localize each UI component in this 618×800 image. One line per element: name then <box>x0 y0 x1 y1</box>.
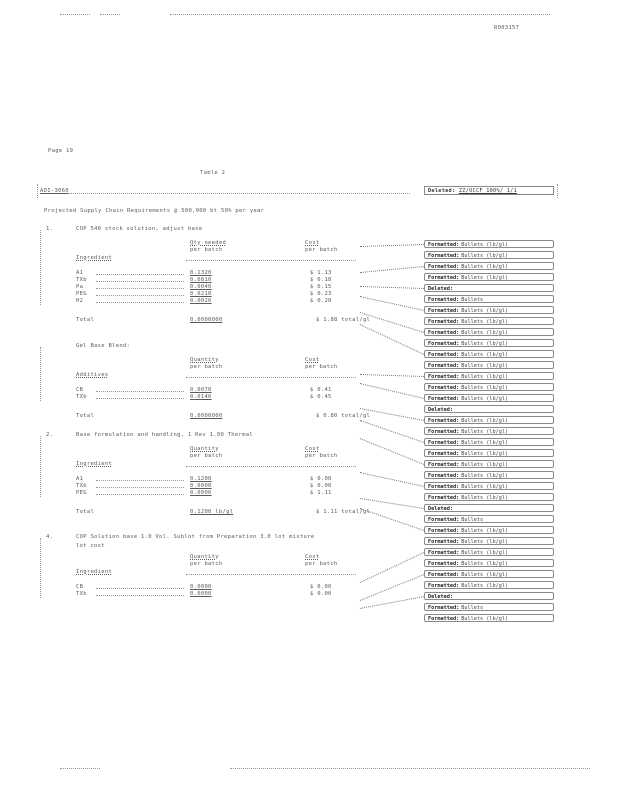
comment-formatted[interactable] <box>424 427 554 435</box>
comment-connector <box>360 374 424 377</box>
row-cost: $ 1.13 <box>310 270 332 276</box>
comment-formatted[interactable] <box>424 273 554 281</box>
comment-label: Formatted: <box>428 264 460 270</box>
total-qty: 0.0000000 <box>190 413 223 419</box>
row-qty: 0.0020 <box>190 298 212 304</box>
comment-formatted[interactable] <box>424 537 554 545</box>
comment-label: Formatted: <box>428 297 460 303</box>
comment-label: Formatted: <box>428 440 460 446</box>
comment-text: Bullets (lb/gl) <box>461 616 509 622</box>
comment-label: Deleted: <box>428 286 453 292</box>
row-name: TXb <box>76 591 87 597</box>
comment-formatted[interactable] <box>424 581 554 589</box>
comment-connector <box>360 596 424 609</box>
comment-text: Bullets (lb/gl) <box>461 275 509 281</box>
comment-formatted[interactable] <box>424 383 554 391</box>
total-qty: 0.0000000 <box>190 317 223 323</box>
row-cost: $ 0.20 <box>310 298 332 304</box>
comment-text: Bullets (lb/gl) <box>461 341 509 347</box>
comment-connector <box>360 498 424 509</box>
comment-text: Bullets (lb/gl) <box>461 495 509 501</box>
row-cost: $ 0.00 <box>310 483 332 489</box>
row-qty: 0.0810 <box>190 277 212 283</box>
comment-text: Bullets (lb/gl) <box>461 451 509 457</box>
column-head-cost: Cost <box>305 554 320 560</box>
column-head-qty: Quantity <box>190 357 219 363</box>
comment-label: Formatted: <box>428 242 460 248</box>
comment-text: Bullets (lb/gl) <box>461 253 509 259</box>
subtitle: Projected Supply Chain Requirements @ 500,000 bt 50% per year <box>44 208 265 214</box>
comment-label: Formatted: <box>428 473 460 479</box>
document-id: R003157 <box>494 25 520 31</box>
column-sub-cost: per batch <box>305 561 338 567</box>
comment-text: Bullets (lb/gl) <box>461 242 509 248</box>
comment-text: Bullets (lb/gl) <box>461 550 509 556</box>
comment-formatted[interactable] <box>424 559 554 567</box>
column-head-ingredient: Additives <box>76 372 109 378</box>
comment-label: Formatted: <box>428 374 460 380</box>
comment-formatted[interactable] <box>424 548 554 556</box>
comment-formatted[interactable] <box>424 361 554 369</box>
comment-text: Bullets (lb/gl) <box>461 539 509 545</box>
comment-text: Bullets <box>461 605 484 611</box>
header-left: ADI-3060 <box>40 188 69 194</box>
comment-text: Bullets (lb/gl) <box>461 319 509 325</box>
comment-label: Formatted: <box>428 583 460 589</box>
comment-formatted[interactable] <box>424 394 554 402</box>
column-sub-qty: per batch <box>190 247 223 253</box>
comment-formatted[interactable] <box>424 449 554 457</box>
comment-text: Bullets (lb/gl) <box>461 396 509 402</box>
comment-formatted[interactable] <box>424 372 554 380</box>
row-name: CB <box>76 387 84 393</box>
comment-formatted[interactable] <box>424 350 554 358</box>
comment-formatted[interactable] <box>424 460 554 468</box>
total-cost: $ 0.80 total/gl <box>316 413 371 419</box>
column-sub-cost: per batch <box>305 453 338 459</box>
row-qty: 0.0210 <box>190 291 212 297</box>
comment-formatted[interactable] <box>424 471 554 479</box>
comment-text: Bullets (lb/gl) <box>461 418 509 424</box>
comment-label: Formatted: <box>428 363 460 369</box>
comment-label: Formatted: <box>428 352 460 358</box>
column-head-cost: Cost <box>305 240 320 246</box>
comment-label: Formatted: <box>428 319 460 325</box>
comment-connector <box>360 420 424 443</box>
comment-label: Formatted: <box>428 572 460 578</box>
section-title: Base formulation and handling, 1 Rev 1.00 Thermal <box>76 432 253 438</box>
row-name: TXb <box>76 277 87 283</box>
comment-formatted[interactable] <box>424 416 554 424</box>
comment-connector <box>360 383 424 399</box>
comment-formatted[interactable] <box>424 251 554 259</box>
row-name: PEG <box>76 490 87 496</box>
column-head-ingredient: Ingredient <box>76 255 113 261</box>
comment-formatted[interactable] <box>424 603 554 611</box>
comment-label: Formatted: <box>428 308 460 314</box>
section-number: 4. <box>46 534 54 540</box>
row-qty: 0.0000 <box>190 591 212 597</box>
comment-label: Formatted: <box>428 605 460 611</box>
row-name: TXb <box>76 394 87 400</box>
comment-text: Bullets <box>461 517 484 523</box>
row-name: CB <box>76 584 84 590</box>
comment-deleted[interactable] <box>424 284 554 292</box>
comment-label: Formatted: <box>428 275 460 281</box>
section-number: 2. <box>46 432 54 438</box>
section-title: COP 540 stock solution, adjust base <box>76 226 203 232</box>
row-qty: 0.0000 <box>190 584 212 590</box>
column-sub-qty: per batch <box>190 364 223 370</box>
comment-label: Formatted: <box>428 517 460 523</box>
row-qty: 0.1200 <box>190 476 212 482</box>
comment-label: Formatted: <box>428 561 460 567</box>
row-name: A1 <box>76 476 84 482</box>
row-name: TXb <box>76 483 87 489</box>
row-cost: $ 0.45 <box>310 394 332 400</box>
column-head-cost: Cost <box>305 357 320 363</box>
comment-label: Formatted: <box>428 550 460 556</box>
comment-formatted[interactable] <box>424 240 554 248</box>
comment-formatted[interactable] <box>424 295 554 303</box>
comment-label: Formatted: <box>428 616 460 622</box>
header-right-box <box>424 186 554 195</box>
row-cost: $ 1.11 <box>310 490 332 496</box>
page-label: Page 19 <box>48 148 74 154</box>
comment-formatted[interactable] <box>424 317 554 325</box>
column-head-qty: Qty needed <box>190 240 227 246</box>
comment-text: Bullets (lb/gl) <box>461 352 509 358</box>
column-head-qty: Quantity <box>190 554 219 560</box>
comment-text: Bullets (lb/gl) <box>461 528 509 534</box>
row-cost: $ 0.00 <box>310 584 332 590</box>
comment-text: Bullets (lb/gl) <box>461 330 509 336</box>
comment-label: Formatted: <box>428 253 460 259</box>
comment-text: Bullets (lb/gl) <box>461 583 509 589</box>
comment-formatted[interactable] <box>424 438 554 446</box>
comment-label: Formatted: <box>428 385 460 391</box>
row-qty: 0.0140 <box>190 394 212 400</box>
total-label: Total <box>76 413 95 419</box>
row-cost: $ 0.18 <box>310 277 332 283</box>
column-head-ingredient: Ingredient <box>76 569 113 575</box>
comment-label: Formatted: <box>428 462 460 468</box>
comment-text: Bullets (lb/gl) <box>461 572 509 578</box>
comment-text: Bullets (lb/gl) <box>461 440 509 446</box>
comment-label: Formatted: <box>428 418 460 424</box>
section-title: Gel Base Blend: <box>76 343 131 349</box>
column-head-ingredient: Ingredient <box>76 461 113 467</box>
comment-label: Deleted: <box>428 506 453 512</box>
row-qty: 0.1320 <box>190 270 212 276</box>
column-sub-qty: per batch <box>190 453 223 459</box>
comment-label: Formatted: <box>428 495 460 501</box>
comment-text: Bullets (lb/gl) <box>461 308 509 314</box>
header-right-label: Deleted: <box>428 188 456 194</box>
comment-text: Bullets (lb/gl) <box>461 363 509 369</box>
comment-deleted[interactable] <box>424 405 554 413</box>
comment-text: Bullets (lb/gl) <box>461 462 509 468</box>
comment-formatted[interactable] <box>424 482 554 490</box>
comment-label: Formatted: <box>428 528 460 534</box>
comment-formatted[interactable] <box>424 493 554 501</box>
comment-connector <box>360 296 424 311</box>
row-cost: $ 0.00 <box>310 476 332 482</box>
comment-label: Deleted: <box>428 594 453 600</box>
row-cost: $ 0.41 <box>310 387 332 393</box>
column-sub-cost: per batch <box>305 247 338 253</box>
column-head-cost: Cost <box>305 446 320 452</box>
column-head-qty: Quantity <box>190 446 219 452</box>
comment-formatted[interactable] <box>424 570 554 578</box>
row-qty: 0.0000 <box>190 490 212 496</box>
comment-text: Bullets (lb/gl) <box>461 484 509 490</box>
section-number: 1. <box>46 226 54 232</box>
comment-deleted[interactable] <box>424 592 554 600</box>
comment-connector <box>360 438 424 465</box>
total-label: Total <box>76 509 95 515</box>
section-title-continued: lot cost <box>76 543 105 549</box>
comment-connector <box>360 286 424 289</box>
comment-label: Formatted: <box>428 341 460 347</box>
comment-label: Formatted: <box>428 539 460 545</box>
comment-label: Deleted: <box>428 407 453 413</box>
total-cost: $ 1.11 total/gl <box>316 509 371 515</box>
total-label: Total <box>76 317 95 323</box>
comment-text: Bullets (lb/gl) <box>461 385 509 391</box>
comment-label: Formatted: <box>428 451 460 457</box>
comment-formatted[interactable] <box>424 526 554 534</box>
comment-connector <box>360 472 424 487</box>
comment-connector <box>360 508 424 531</box>
row-name: Pa <box>76 284 84 290</box>
row-cost: $ 0.00 <box>310 591 332 597</box>
column-sub-cost: per batch <box>305 364 338 370</box>
comment-text: Bullets (lb/gl) <box>461 374 509 380</box>
column-sub-qty: per batch <box>190 561 223 567</box>
table-title: Table 2 <box>200 170 226 176</box>
comment-label: Formatted: <box>428 429 460 435</box>
row-name: PEG <box>76 291 87 297</box>
comment-text: Bullets (lb/gl) <box>461 473 509 479</box>
comment-connector <box>360 244 424 247</box>
row-cost: $ 0.15 <box>310 284 332 290</box>
row-name: A1 <box>76 270 84 276</box>
total-cost: $ 1.88 total/gl <box>316 317 371 323</box>
comment-deleted[interactable] <box>424 504 554 512</box>
comment-formatted[interactable] <box>424 515 554 523</box>
row-qty: 0.0040 <box>190 284 212 290</box>
comment-connector <box>360 266 424 273</box>
comment-text: Bullets (lb/gl) <box>461 561 509 567</box>
comment-label: Formatted: <box>428 330 460 336</box>
row-qty: 0.0000 <box>190 483 212 489</box>
comment-text: Bullets <box>461 297 484 303</box>
comment-formatted[interactable] <box>424 614 554 622</box>
comment-formatted[interactable] <box>424 262 554 270</box>
section-title: COP Solution base 1.0 Vol. Sublot from Preparation 3.0 lot mixture <box>76 534 315 540</box>
row-cost: $ 0.23 <box>310 291 332 297</box>
row-name: H2 <box>76 298 84 304</box>
total-qty: 0.1200 lb/gl <box>190 509 234 515</box>
comment-formatted[interactable] <box>424 328 554 336</box>
comment-label: Formatted: <box>428 484 460 490</box>
comment-text: Bullets (lb/gl) <box>461 264 509 270</box>
row-qty: 0.0070 <box>190 387 212 393</box>
comment-text: Bullets (lb/gl) <box>461 429 509 435</box>
comment-label: Formatted: <box>428 396 460 402</box>
header-right-value: ZZ/OCCF 100%/ 1/1 <box>458 188 518 194</box>
comment-formatted[interactable] <box>424 306 554 314</box>
comment-formatted[interactable] <box>424 339 554 347</box>
